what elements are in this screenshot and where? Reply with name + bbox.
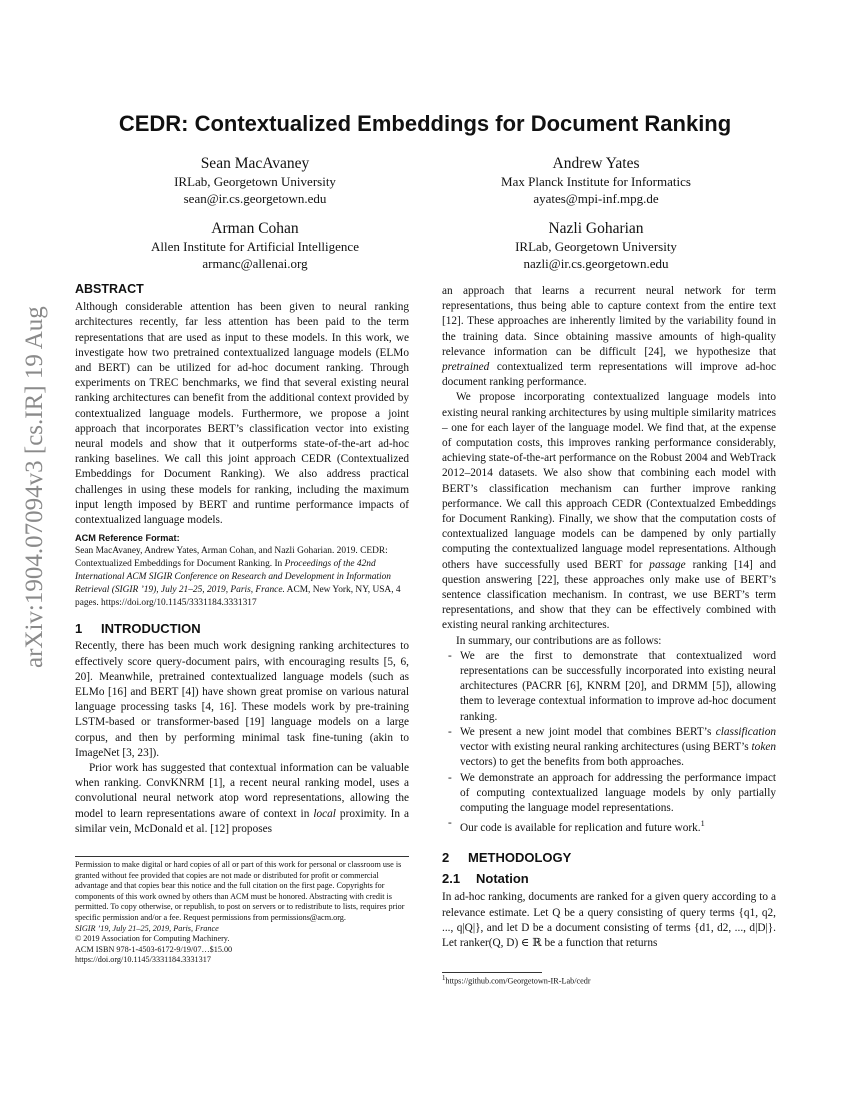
- list-text: Our code is available for replication and future work.: [460, 821, 701, 834]
- right-column: [442, 284, 776, 951]
- emphasis: local: [313, 807, 336, 820]
- author-email: nazli@ir.cs.georgetown.edu: [523, 255, 669, 271]
- author-block: [426, 219, 766, 272]
- arxiv-stamp: [4, 300, 52, 670]
- contributions-list: [442, 649, 776, 836]
- paper-title: CEDR: Contextualized Embeddings for Document Ranking: [118, 111, 732, 136]
- conference-line: [75, 924, 409, 935]
- subsection-heading-notation: [442, 871, 776, 886]
- subsection-number: 2.1: [442, 871, 461, 887]
- paragraph-text: an approach that learns a recurrent neural network for term representations, thus being able to capture context from the entire text [12]. These approaches are inherently limited by the variability found in the training data. Since obtaining massive amounts of high-quality relevance information can be difficult [24], we hypothesize that: [442, 285, 776, 358]
- footnote-mark: 1: [700, 819, 705, 829]
- paragraph-text: We propose incorporating contextualized language models into existing neural ranking architectures by using multiple similarity matrices – one for each layer of the language model. We find that, at the expense of computation costs, this improves ranking performance considerably, achieving state-of-the-art performance on the Robust 2004 and WebTrack 2012–2014 datasets. We also show that combining each model with BERT’s classification mechanism can further improve ranking performance. We call this approach CEDR (Contextualzed Embeddings for Document Ranking). Finally, we show that the computation costs of contextualized language models can be dampened by only partially computing the contextualized language model representations. Although others have successfully used BERT for: [442, 391, 776, 571]
- footnote-rule: [442, 972, 542, 973]
- arxiv-stamp-text: arXiv:1904.07094v3 [cs.IR] 19 Aug 2019: [21, 300, 48, 668]
- copyright-line: © 2019 Association for Computing Machinery.: [75, 934, 230, 944]
- right-paragraph: [442, 284, 776, 390]
- author-email: armanc@allenai.org: [202, 255, 308, 271]
- abstract-text: Although considerable attention has been given to neural ranking architectures recently, far less attention has been paid to the term representations that are used as input to these models. In this work, we investigate how two pretrained contextualized language models (ELMo and BERT) can be utilized for ad-hoc document ranking. Through experiments on TREC benchmarks, we find that several existing neural ranking architectures can benefit from the additional context provided by contextualized language models. Furthermore, we propose a joint approach that incorporates BERT’s classification vector into existing neural models and show that it outperforms state-of-the-art ad-hoc ranking baselines. We call this joint approach CEDR (Contextualized Embeddings for Document Ranking). We also address practical challenges in using these models for ranking, including the maximum input length imposed by BERT and runtime performance impacts of contextualized language models.: [75, 301, 409, 527]
- abstract-heading: ABSTRACT: [75, 282, 144, 296]
- footnote-rule: [75, 856, 409, 857]
- permission-block: [75, 860, 409, 966]
- subsection-title: Notation: [476, 871, 529, 887]
- paragraph-text: proximity. In a similar vein, McDonald et al. [12] proposes: [75, 807, 409, 835]
- emphasis: token: [751, 741, 776, 754]
- isbn-line: ACM ISBN 978-1-4503-6172-9/19/07…$15.00: [75, 944, 233, 954]
- paragraph-text: Prior work has suggested that contextual information can be valuable when ranking. ConvKNRM [1], a recent neural ranking model, uses a convolutional neural network atop word representations, allowing the model to learn representations aware of context in: [75, 762, 409, 820]
- right-paragraph: [442, 390, 776, 633]
- emphasis: passage: [649, 558, 686, 571]
- paragraph-text: contextualized term representations will improve ad-hoc document ranking performance.: [442, 361, 776, 389]
- list-item: - We demonstrate an approach for addressing the performance impact of computing contextualized language models by only partially computing the language model representations.: [460, 771, 776, 817]
- author-block: [426, 154, 766, 207]
- permission-text: Permission to make digital or hard copies of all or part of this work for personal or classroom use is granted without fee provided that copies are not made or distributed for profit or commercial advantage and that copies bear this notice and the full citation on the first page. Copyrights for components of this work owned by others than ACM must be honored. Abstracting with credit is permitted. To copy otherwise, or republish, to post on servers or to redistribute to lists, requires prior specific permission and/or a fee. Request permissions from permissions@acm.org.: [75, 860, 405, 922]
- notation-paragraph: In ad-hoc ranking, documents are ranked for a given query according to a relevance estimate. Let Q be a query consisting of query terms {q1, q2, ..., q|Q|}, and let D be a document consisting of terms {d1, d2, ..., d|D|}. Let ranker(Q, D) ∈ ℝ be a function that returns: [442, 891, 776, 950]
- intro-paragraph: [75, 761, 409, 837]
- acm-reference-heading: ACM Reference Format:: [75, 533, 180, 544]
- author-email: ayates@mpi-inf.mpg.de: [533, 190, 659, 206]
- section-title: METHODOLOGY: [468, 850, 572, 866]
- author-block: [85, 154, 425, 207]
- list-item: [460, 816, 776, 836]
- list-item: [460, 725, 776, 771]
- list-text: vectors) to get the benefits from both approaches.: [460, 756, 684, 769]
- footnote-mark: 1: [442, 975, 446, 982]
- author-affiliation: IRLab, Georgetown University: [174, 174, 336, 189]
- section-number: 2: [442, 850, 450, 866]
- author-affiliation: Max Planck Institute for Informatics: [501, 174, 691, 189]
- author-name: Andrew Yates: [552, 155, 640, 172]
- author-block: [85, 219, 425, 272]
- emphasis: classification: [715, 725, 776, 738]
- conference-text: SIGIR ’19, July 21–25, 2019, Paris, France: [75, 923, 219, 933]
- author-name: Sean MacAvaney: [200, 155, 310, 172]
- author-name: Nazli Goharian: [548, 220, 644, 237]
- footnote: [442, 974, 776, 987]
- list-item: - We are the first to demonstrate that contextualized word representations can be successfully incorporated into existing neural architectures (PACRR [6], KNRM [20], and DRMM [5]), allowing them to leverage contextual information to improve ad-hoc document ranking.: [460, 649, 776, 725]
- contributions-intro: In summary, our contributions are as follows:: [456, 634, 662, 647]
- author-email: sean@ir.cs.georgetown.edu: [183, 190, 327, 206]
- author-affiliation: IRLab, Georgetown University: [515, 239, 677, 254]
- acm-reference: [75, 545, 409, 610]
- list-text: vector with existing neural ranking architectures (using BERT’s: [460, 741, 752, 754]
- section-heading-introduction: [75, 621, 409, 636]
- section-number: 1: [75, 621, 83, 637]
- author-name: Arman Cohan: [211, 220, 299, 237]
- emphasis: pretrained: [442, 361, 490, 374]
- list-text: We present a new joint model that combines BERT’s: [460, 725, 716, 738]
- footnote-url[interactable]: https://github.com/Georgetown-IR-Lab/cedr: [445, 976, 591, 986]
- intro-paragraph: Recently, there has been much work designing ranking architectures to effectively score query-document pairs, with encouraging results [5, 6, 20]. Meanwhile, pretrained contextualized language models (such as ELMo [16] and BERT [4]) have shown great promise on various natural language processing tasks [4, 16]. These models work by pre-training LSTM-based or transformer-based [19] language models on a large corpus, and then by performing minimal task fine-tuning (akin to ImageNet [3, 23]).: [75, 640, 409, 759]
- acm-reference-venue: Proceedings of the 42nd International ACM SIGIR Conference on Research and Development in Information Retrieval (SIGIR ’19), July 21–25, 2019, Paris, France.: [75, 559, 391, 596]
- doi-line: https://doi.org/10.1145/3331184.3331317: [75, 955, 211, 965]
- paragraph-text: ranking [14] and question answering [22], these approaches only make use of BERT’s sentence classification mechanism. In contrast, we use BERT’s term representations, and show that they can be effectively combined with existing neural ranking architectures.: [442, 558, 776, 632]
- section-heading-methodology: [442, 850, 776, 865]
- acm-reference-text-end: ACM, New York, NY, USA, 4 pages. https://doi.org/10.1145/3331184.3331317: [75, 585, 401, 609]
- left-column: [75, 282, 409, 837]
- author-affiliation: Allen Institute for Artificial Intelligence: [151, 239, 359, 254]
- acm-reference-text: Sean MacAvaney, Andrew Yates, Arman Cohan, and Nazli Goharian. 2019. CEDR: Contextualized Embeddings for Document Ranking. In: [75, 546, 388, 570]
- section-title: INTRODUCTION: [101, 621, 201, 637]
